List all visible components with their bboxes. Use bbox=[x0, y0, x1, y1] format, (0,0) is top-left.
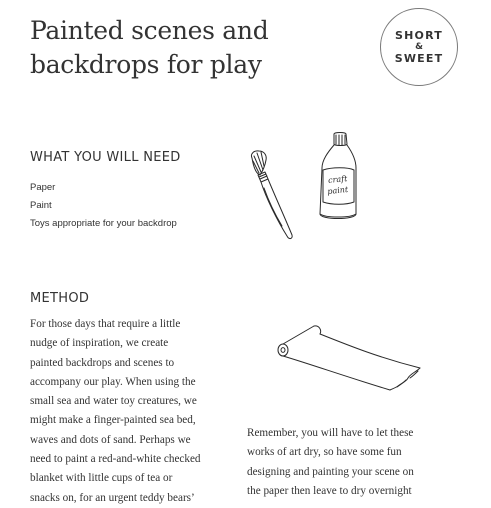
text-line: small sea and water toy creatures, we bbox=[30, 395, 197, 408]
method-heading: METHOD bbox=[30, 291, 90, 306]
text-line: nudge of inspiration, we create bbox=[30, 337, 169, 350]
text-line: blanket with little cups of tea or bbox=[30, 472, 173, 485]
text-line: works of art dry, so have some fun bbox=[247, 446, 402, 459]
text-line: Remember, you will have to let these bbox=[247, 427, 414, 439]
materials-list-item: Toys appropriate for your backdrop bbox=[30, 218, 177, 229]
badge-line-1: SHORT bbox=[395, 29, 443, 42]
text-line: For those days that require a little bbox=[30, 318, 181, 330]
bottle-label-line-1: craft bbox=[327, 174, 348, 185]
paintbrush-illustration bbox=[244, 148, 298, 244]
text-line: designing and painting your scene on bbox=[247, 465, 414, 478]
materials-list-item: Paper bbox=[30, 182, 56, 193]
text-line: the paper then leave to dry overnight bbox=[247, 484, 412, 497]
badge-line-2: SWEET bbox=[394, 52, 444, 65]
text-line: painted backdrops and scenes to bbox=[30, 356, 175, 369]
method-paragraph-right bbox=[247, 424, 477, 501]
text-line: waves and dots of sand. Perhaps we bbox=[30, 433, 191, 446]
text-line: snacks on, for an urgent teddy bears’ bbox=[30, 491, 195, 504]
paint-bottle-illustration bbox=[312, 130, 364, 226]
materials-list bbox=[30, 179, 177, 233]
materials-list-item: Paint bbox=[30, 200, 52, 211]
paper-roll-illustration bbox=[270, 322, 430, 400]
method-paragraph-left bbox=[30, 315, 248, 508]
text-line: need to paint a red-and-white checked bbox=[30, 453, 201, 466]
what-you-will-need-heading: WHAT YOU WILL NEED bbox=[30, 150, 181, 165]
page-title: Painted scenes and backdrops for play bbox=[30, 16, 269, 79]
bottle-label-line-2: paint bbox=[326, 184, 349, 197]
badge-ampersand: & bbox=[415, 42, 423, 52]
short-and-sweet-badge bbox=[380, 8, 458, 86]
text-line: might make a finger-painted sea bed, bbox=[30, 414, 196, 427]
text-line: accompany our play. When using the bbox=[30, 375, 196, 388]
